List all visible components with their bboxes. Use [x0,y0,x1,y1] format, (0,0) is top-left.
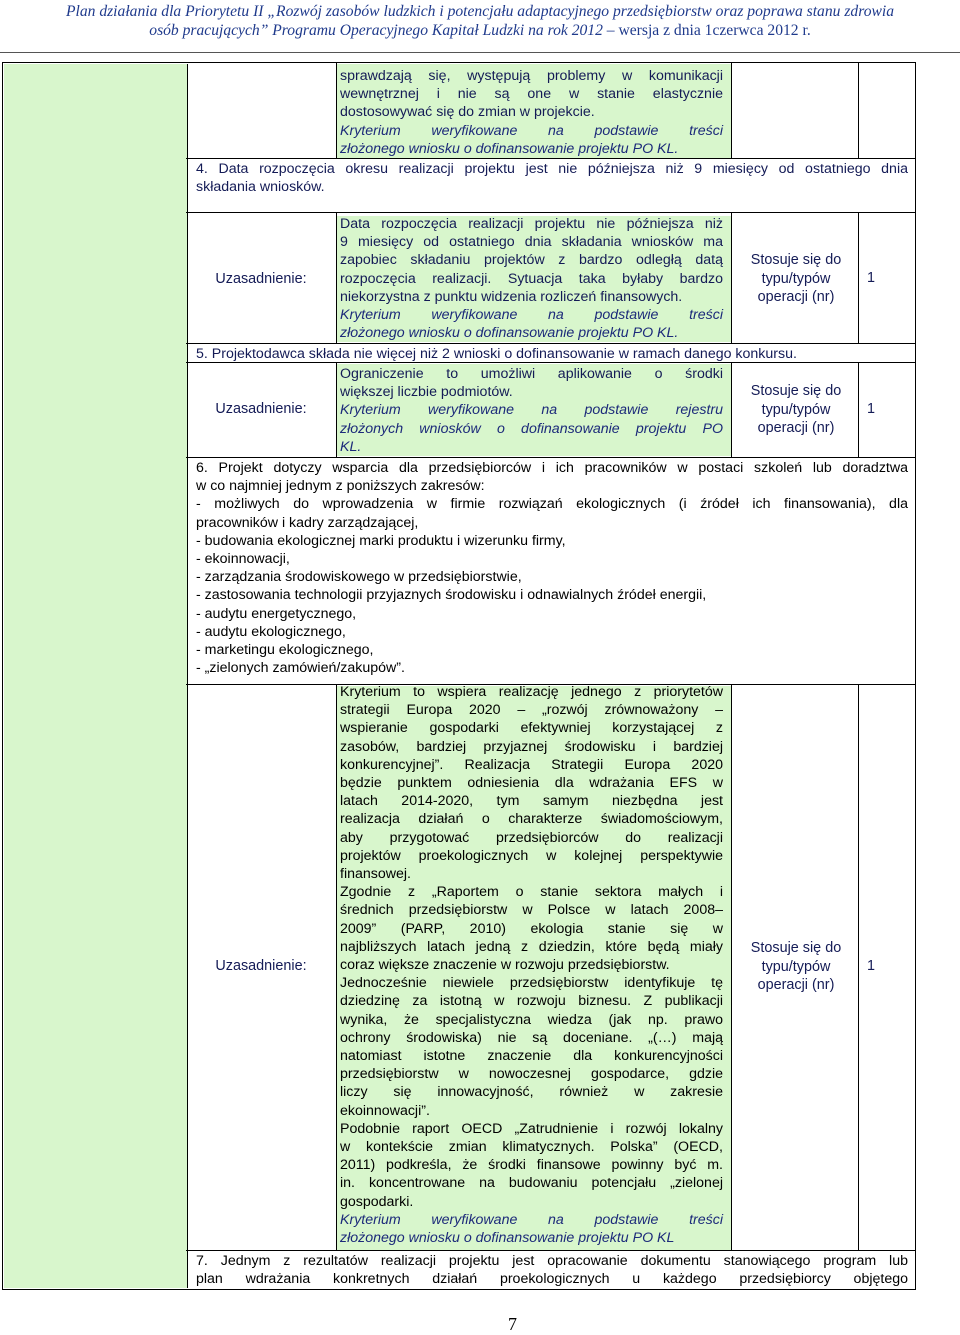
c6-applies [732,939,860,995]
text-line: projektów proekologicznych w kolejnej perspektywie [340,847,723,864]
text-line: - audytu ekologicznego, [196,623,346,640]
text-line: niekorzystna z punktu widzenia rozliczeń finansowych. [340,288,683,305]
text-line: ekoinnowacji”. [340,1102,430,1119]
text-line: coraz większe znaczenie w rozwoju przedsiębiorstw. [340,957,670,974]
divider [336,212,337,344]
text-line: 9 miesięcy od ostatniego dnia składania wniosków ma [340,234,723,251]
text-line: - marketingu ekologicznego, [196,642,374,659]
c7-title [196,1252,908,1288]
applies-line: typu/typów [761,958,831,975]
header-rule [0,52,960,53]
text-line: ochrony środowiska) nie są doceniane. „(…) mają [340,1029,723,1046]
text-line: zasobów, bardziej przyjaznej środowisku i bardziej [340,738,723,755]
text-line: 6. Projekt dotyczy wsparcia dla przedsiębiorców i ich pracowników w postaci szkoleń lub doradztwa [196,460,908,476]
c5-body [340,365,723,456]
header-line-2-italic: osób pracujących” Programu Operacyjnego Kapitał Ludzki na rok 2012 – [149,22,615,39]
divider [186,212,916,213]
applies-line: typu/typów [761,401,831,418]
text-line: Ograniczenie to umożliwi aplikowanie o środki [340,366,723,382]
c4-label: Uzasadnienie: [215,271,307,287]
text-line: - zastosowania technologii przyjaznych środowisku i odnawialnych źródeł energii, [196,587,707,604]
text-line: konkurencyjnej”. Realizacja Strategii Europa 2020 [340,756,723,773]
text-line: in. koncentrowane na budowaniu potencjału „zielonej [340,1175,723,1192]
applies-line: Stosuje się do [750,252,842,268]
divider [858,62,859,158]
c4-applies [732,251,860,307]
text-line: - budowania ekologicznej marki produktu i wizerunku firmy, [196,532,566,549]
c6-title [196,459,908,677]
text-line: - zarządzania środowiskowego w przedsiębiorstwie, [196,569,522,586]
divider [336,362,337,458]
text-line: Kryterium to wspiera realizację jednego z priorytetów [340,684,723,700]
text-line: - „zielonych zamówień/zakupów”. [196,660,405,677]
text-line: będzie punktem odniesienia dla wdrażania EFS w [340,775,723,792]
applies-line: Stosuje się do [750,940,842,956]
text-line: wspieranie gospodarki efektywniej korzystającej z [340,720,723,737]
text-line: przedsiębiorstw w nowoczesnej gospodarce, gdzie [340,1066,723,1083]
applies-line: operacji (nr) [757,977,835,994]
divider [186,1250,916,1251]
text-line: 5. Projektodawca składa nie więcej niż 2 wnioski o dofinansowanie w ramach danego konkursu. [196,346,797,362]
applies-line: operacji (nr) [757,289,835,306]
text-line: Zgodnie z „Raportem o stanie sektora małych i [340,884,723,901]
text-line: większej liczbie podmiotów. [340,384,513,401]
text-line: Kryterium weryfikowane na podstawie treści [340,1211,723,1228]
header-line-1: Plan działania dla Priorytetu II „Rozwój zasobów ludzkich i potencjału adaptacyjnego przedsiębiorstw oraz poprawa stanu zdrowia [65,3,895,20]
text-line: - ekoinnowacji, [196,551,290,568]
text-line: średnich przedsiębiorstw w Polsce w latach 2008– [340,902,723,919]
text-line: dostosowywać się do zmian w projekcie. [340,104,595,121]
text-line: najbliższych latach jedną z dziedzin, które będą miały [340,938,723,955]
text-line: realizacja działań o charakterze świadomościowym, [340,811,723,828]
text-line: plan wdrażania konkretnych działań proekologicznych u każdego przedsiębiorcy objętego [196,1271,908,1288]
divider [186,457,916,458]
header-line-2 [0,21,960,40]
text-line: składania wniosków. [196,179,325,196]
text-line: dziedzinę za istotną w rozwoju biznesu. Z publikacji [340,993,723,1010]
text-line: - audytu energetycznego, [196,605,357,622]
text-line: strategii Europa 2020 – „rozwój zrównoważony – [340,702,723,719]
text-line: złożonego wniosku o dofinansowanie projektu PO KL [340,1230,675,1247]
text-line: aby przygotować przedsiębiorców do realizacji [340,829,723,846]
text-line: natomiast istotne znaczenie dla konkurencyjności [340,1048,723,1065]
text-line: pracowników i kadry zarządzającej, [196,514,419,531]
text-line: zapobiec składaniu projektów z bardzo odległą datą [340,252,723,269]
applies-line: operacji (nr) [757,420,835,437]
text-line: 7. Jednym z rezultatów realizacji projektu jest opracowanie dokumentu stanowiącego program lub [196,1253,908,1269]
text-line: złożonych wniosków o dofinansowanie projektu PO [340,420,723,437]
text-line: 2011) podkreśla, że środki finansowe powinny być m. [340,1157,723,1174]
text-line: złożonego wniosku o dofinansowanie projektu PO KL. [340,325,679,342]
text-line: sprawdzają się, występują problemy w komunikacji [340,68,723,84]
divider [336,62,337,158]
c4-number: 1 [866,270,875,286]
text-line: Data rozpoczęcia realizacji projektu nie późniejsza niż [340,216,723,232]
text-line: Kryterium weryfikowane na podstawie rejestru [340,402,723,419]
text-line: latach 2014-2020, tym samym niezbędna jest [340,793,723,810]
text-line: w kontekście zmian klimatycznych. Polska” (OECD, [340,1139,723,1156]
text-line: Kryterium weryfikowane na podstawie treści [340,307,723,324]
divider [186,158,916,159]
page-header [0,0,960,46]
text-line: w co najmniej jednym z poniższych zakresów: [196,478,485,495]
text-line: rozpoczęcia realizacji. Sytuacja taka byłaby bardzo [340,270,723,287]
c5-label: Uzasadnienie: [215,401,307,417]
c5-title [196,345,908,363]
c5-number: 1 [866,401,875,417]
text-line: - możliwych do wprowadzenia w firmie rozwiązań ekologicznych (i źródeł ich finansowania), dla [196,496,908,513]
text-line: Jednocześnie niewiele przedsiębiorstw identyfikuje tę [340,975,723,992]
text-line: Podobnie raport OECD „Zatrudnienie i rozwój lokalny [340,1120,723,1137]
text-line: Kryterium weryfikowane na podstawie treści [340,122,723,139]
c5-applies [732,382,860,438]
c6-label: Uzasadnienie: [215,958,307,974]
c4-title [196,160,908,196]
text-line: wewnętrznej i nie są one w stanie elastycznie [340,86,723,103]
c6-number: 1 [866,958,875,974]
c4-body [340,215,723,342]
text-line: 4. Data rozpoczęcia okresu realizacji projektu jest nie późniejsza niż 9 miesięcy od ostatniego dnia [196,161,908,177]
page-number: 7 [508,1314,517,1334]
c6-body [340,683,723,1247]
text-line: złożonego wniosku o dofinansowanie projektu PO KL. [340,140,679,157]
divider [186,343,916,344]
text-line: KL. [340,438,362,455]
applies-line: Stosuje się do [750,383,842,399]
text-line: finansowej. [340,866,411,883]
text-line: wynika, że specjalistyczna wiedza (jak np. prawo [340,1011,723,1028]
top-block-text [340,67,723,158]
divider [336,684,337,1250]
divider [731,62,732,158]
text-line: 2009” (PARP, 2010) ekologia stanie się w [340,920,723,937]
header-line-2-plain: wersja z dnia 1czerwca 2012 r. [618,22,811,39]
applies-line: typu/typów [761,270,831,287]
text-line: gospodarki. [340,1193,414,1210]
text-line: liczy się innowacyjność, również w zakresie [340,1084,723,1101]
